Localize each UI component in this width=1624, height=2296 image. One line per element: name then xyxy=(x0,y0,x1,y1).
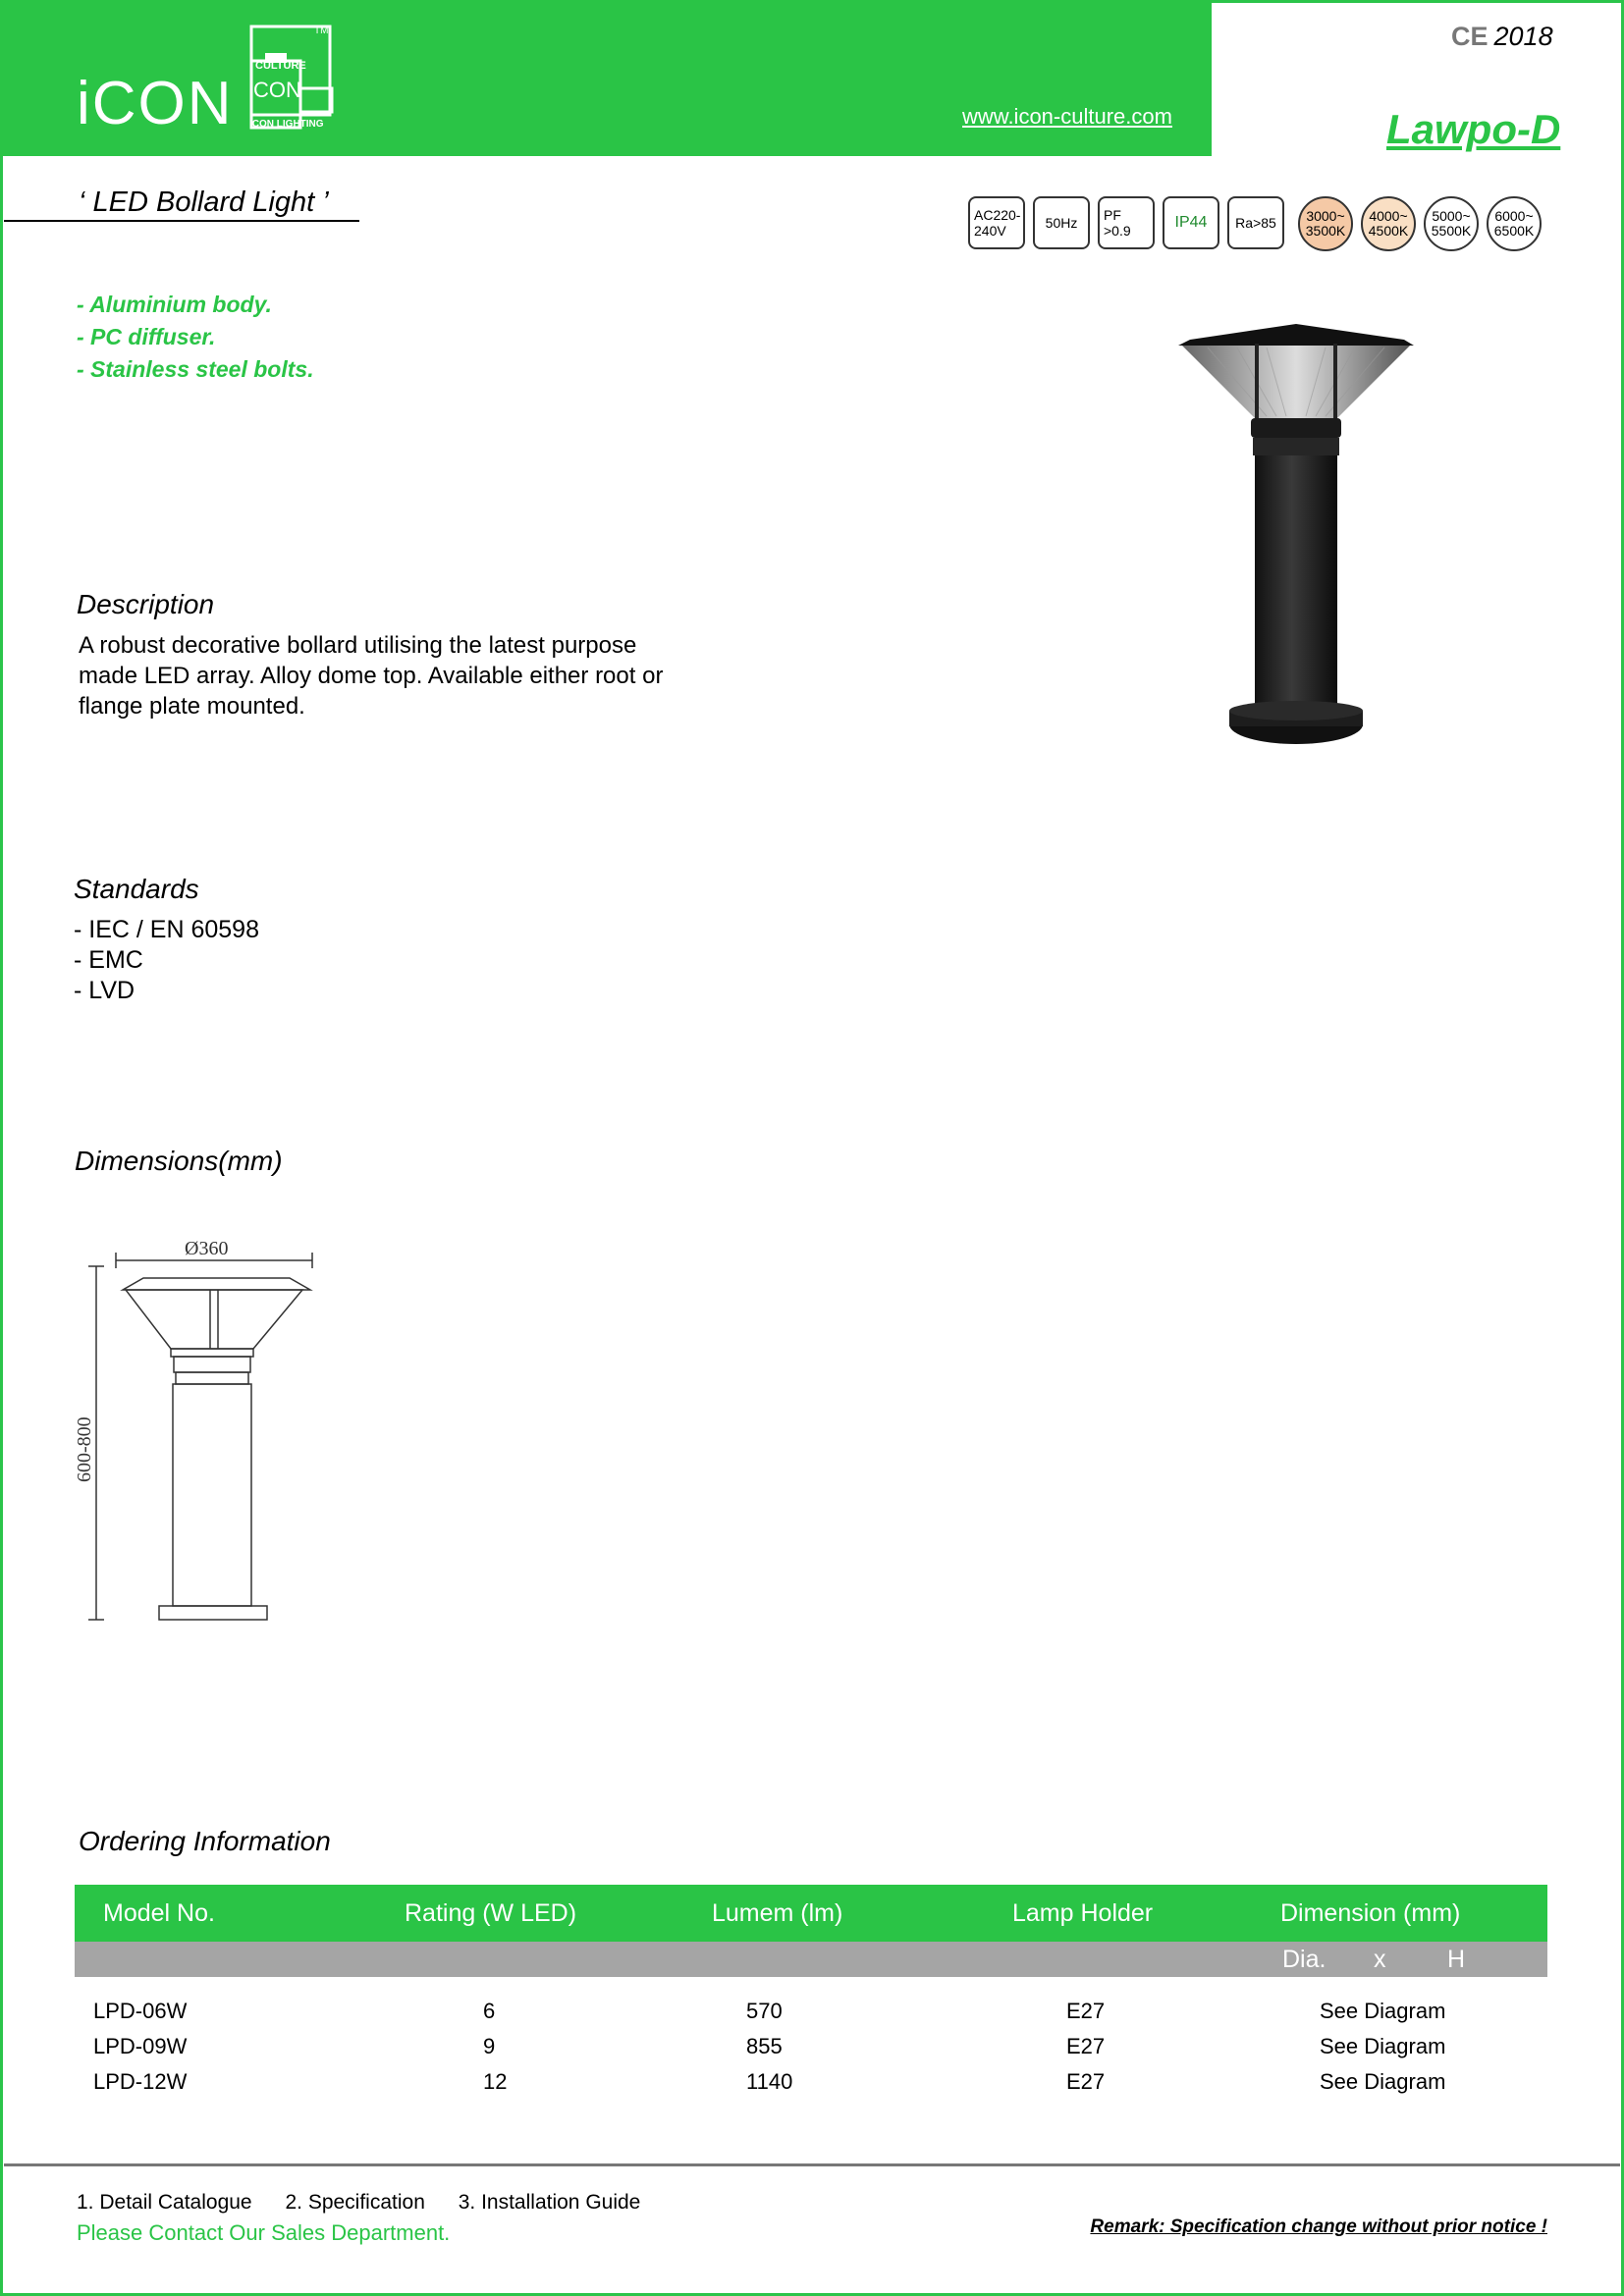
footer-link-catalogue[interactable]: 1. Detail Catalogue xyxy=(77,2191,252,2214)
feature-list xyxy=(77,289,314,386)
column-header: Lamp Holder xyxy=(1012,1899,1154,1927)
header-band xyxy=(0,0,1212,156)
standard-item: - IEC / EN 60598 xyxy=(74,916,259,943)
ordering-heading: Ordering Information xyxy=(79,1826,331,1856)
column-header: Dimension (mm) xyxy=(1280,1899,1461,1927)
table-row xyxy=(75,2061,1547,2097)
footer-links xyxy=(77,2191,668,2215)
cell-holder: E27 xyxy=(1066,2034,1106,2058)
footer-link-specification[interactable]: 2. Specification xyxy=(285,2191,425,2214)
footer-remark: Remark: Specification change without prior notice ! xyxy=(1090,2216,1547,2237)
height-label: 600-800 xyxy=(74,1416,95,1482)
column-header: Model No. xyxy=(103,1899,215,1927)
cell-holder: E27 xyxy=(1066,2069,1106,2094)
logo-culture-text: CULTURE xyxy=(255,60,306,72)
dimensions-heading: Dimensions(mm) xyxy=(75,1146,283,1176)
website-link[interactable]: www.icon-culture.com xyxy=(962,104,1172,129)
ce-mark-icon: CE xyxy=(1451,22,1489,51)
cell-dimension: See Diagram xyxy=(1320,2034,1446,2058)
spec-badges xyxy=(968,196,1542,251)
cell-holder: E27 xyxy=(1066,1999,1106,2023)
cell-model: LPD-12W xyxy=(93,2069,188,2094)
cct-badge-5000: 5000~ 5500K xyxy=(1424,196,1479,251)
logo-lighting-text: ICON LIGHTING xyxy=(249,119,324,130)
cell-rating: 6 xyxy=(483,1999,496,2023)
table-row xyxy=(75,2026,1547,2061)
cell-model: LPD-06W xyxy=(93,1999,188,2023)
brand-logo-mark-icon xyxy=(245,22,344,132)
year-text: 2018 xyxy=(1493,22,1553,51)
ordering-table xyxy=(75,1885,1547,2097)
cell-lumen: 1140 xyxy=(746,2069,793,2094)
subheader-dia: Dia. xyxy=(1282,1946,1326,1973)
cct-badge-4000: 4000~ 4500K xyxy=(1361,196,1416,251)
description-heading: Description xyxy=(77,589,215,619)
footer-link-installation[interactable]: 3. Installation Guide xyxy=(458,2191,641,2214)
cell-model: LPD-09W xyxy=(93,2034,188,2058)
description-text: A robust decorative bollard utilising the latest purpose made LED array. Alloy dome top. Available either root or flange plate mounted. xyxy=(79,632,664,720)
cell-dimension: See Diagram xyxy=(1320,2069,1446,2094)
column-header: Rating (W LED) xyxy=(405,1899,577,1927)
cell-rating: 9 xyxy=(483,2034,496,2058)
subheader-x: x xyxy=(1374,1946,1386,1973)
cri-badge: Ra>85 xyxy=(1227,196,1284,249)
dimension-diagram xyxy=(69,1231,324,1633)
cct-badge-6000: 6000~ 6500K xyxy=(1487,196,1542,251)
ip-rating-badge: IP44 xyxy=(1163,196,1219,249)
feature-item: - Stainless steel bolts. xyxy=(77,356,314,382)
standard-item: - EMC xyxy=(74,946,143,974)
cell-dimension: See Diagram xyxy=(1320,1999,1446,2023)
logo-tm: TM xyxy=(314,26,329,36)
cell-lumen: 855 xyxy=(746,2034,783,2058)
standards-list xyxy=(74,915,259,1006)
certification-year xyxy=(1451,22,1553,52)
feature-item: - PC diffuser. xyxy=(77,324,216,349)
product-title: ‘ LED Bollard Light ’ xyxy=(79,187,329,218)
feature-item: - Aluminium body. xyxy=(77,292,272,317)
title-underline xyxy=(4,220,359,222)
cct-badge-3000: 3000~ 3500K xyxy=(1298,196,1353,251)
brand-logo-text: iCON xyxy=(77,70,234,137)
power-factor-badge: PF >0.9 xyxy=(1098,196,1155,249)
diameter-label: Ø360 xyxy=(185,1238,229,1259)
model-name: Lawpo-D xyxy=(1386,106,1561,152)
table-header xyxy=(75,1885,1547,1942)
standards-heading: Standards xyxy=(74,874,199,904)
footer-contact: Please Contact Our Sales Department. xyxy=(77,2220,451,2245)
cell-lumen: 570 xyxy=(746,1999,783,2023)
voltage-badge: AC220- 240V xyxy=(968,196,1025,249)
logo-con-text: CON xyxy=(253,78,301,102)
table-subheader xyxy=(75,1942,1547,1977)
standard-item: - LVD xyxy=(74,977,135,1004)
column-header: Lumem (lm) xyxy=(712,1899,843,1927)
frequency-badge: 50Hz xyxy=(1033,196,1090,249)
footer-divider xyxy=(4,2163,1620,2166)
cell-rating: 12 xyxy=(483,2069,508,2094)
table-row xyxy=(75,1991,1547,2026)
product-photo xyxy=(1168,314,1424,756)
subheader-h: H xyxy=(1447,1946,1466,1973)
